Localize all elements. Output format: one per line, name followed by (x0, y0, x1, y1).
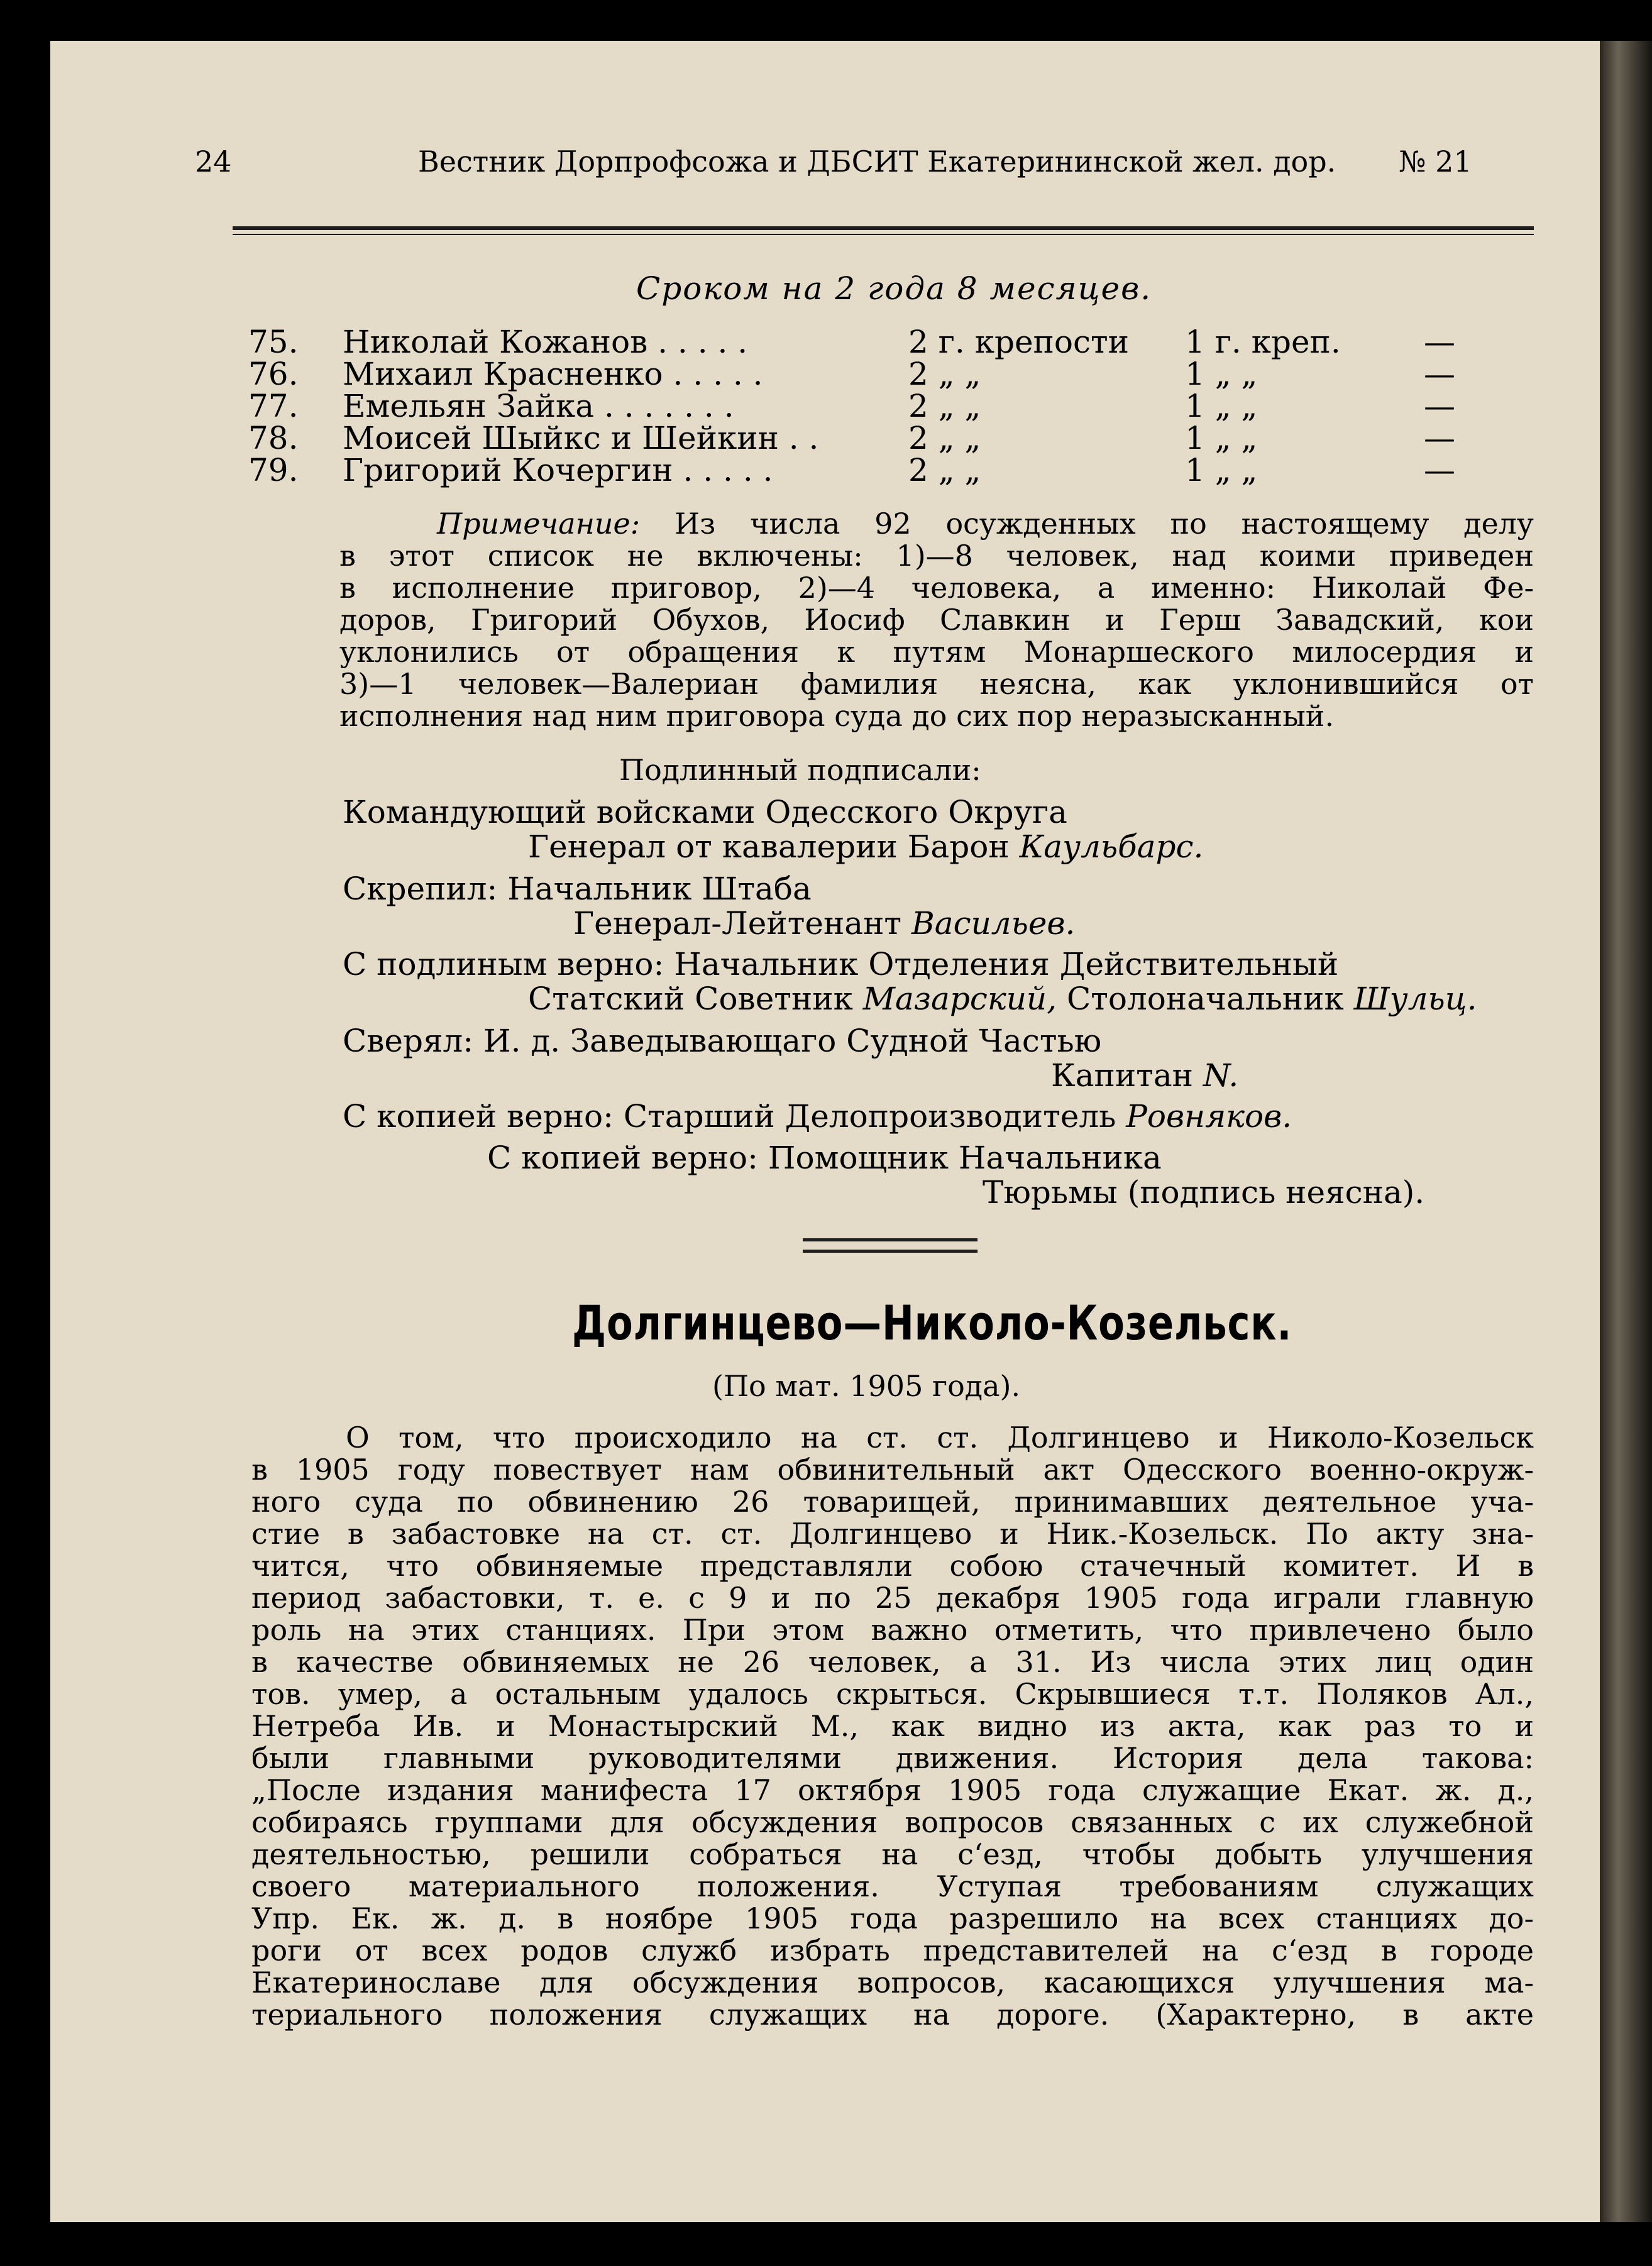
note-line: доров, Григорий Обухов, Иосиф Славкин и Герш Завадский, кои (339, 603, 1534, 637)
row-number: 78. (248, 420, 299, 456)
body-line: деятельностью, решили собраться на с‘езд, чтобы добыть улучшения (251, 1837, 1534, 1871)
row-name: Михаил Красненко . . . . . (343, 356, 763, 392)
row-term-reduced: 1 „ „ (1185, 420, 1258, 456)
header-rule-thick (233, 226, 1534, 230)
body-line: были главными руководителями движения. История дела такова: (251, 1741, 1534, 1775)
row-dash: — (1424, 356, 1455, 392)
row-term: 2 „ „ (908, 388, 981, 424)
row-name: Емельян Зайка . . . . . . . (343, 388, 734, 424)
signature-line: Командующий войсками Одесского Округа (343, 794, 1067, 830)
body-line: в качестве обвиняемых не 26 человек, а 31. Из числа этих лиц один (251, 1645, 1534, 1679)
row-dash: — (1424, 420, 1455, 456)
body-line: роги от всех родов служб избрать представителей на с‘езд в городе (251, 1933, 1534, 1967)
signer-name: N. (1203, 1057, 1239, 1094)
row-dash: — (1424, 388, 1455, 424)
article-subtitle: (По мат. 1905 года). (712, 1369, 1021, 1403)
note-line: 3)—1 человек—Валериан фамилия неясна, как уклонившийся от (339, 667, 1534, 701)
row-term-reduced: 1 „ „ (1185, 388, 1258, 424)
body-line: Упр. Ек. ж. д. в ноябре 1905 года разрешило на всех станциях до- (251, 1901, 1534, 1935)
note-label: Примечание: (437, 507, 641, 541)
note-line: Примечание: Из числа 92 осужденных по настоящему делу (437, 507, 1534, 541)
signature-line: Сверял: И. д. Заведывающаго Судной Частью (343, 1023, 1102, 1059)
row-number: 75. (248, 324, 299, 360)
row-term: 2 „ „ (908, 420, 981, 456)
note-line: уклонились от обращения к путям Монаршеского милосердия и (339, 635, 1534, 669)
page-number: 24 (195, 145, 232, 179)
row-number: 77. (248, 388, 299, 424)
body-line: тов. умер, а остальным удалось скрыться. Скрывшиеся т.т. Поляков Ал., (251, 1677, 1534, 1711)
body-line: стие в забастовке на ст. ст. Долгинцево и Ник.-Козельск. По акту зна- (251, 1517, 1534, 1551)
body-line: собираясь группами для обсуждения вопросов связанных с их служебной (251, 1805, 1534, 1839)
article-title: Долгинцево—Николо-Козельск. (572, 1295, 1292, 1351)
body-line: „После издания манифеста 17 октября 1905 года служащие Екат. ж. д., (251, 1773, 1534, 1807)
row-name: Моисей Шыйкс и Шейкин . . (343, 420, 819, 456)
body-line: Екатеринославе для обсуждения вопросов, касающихся улучшения ма- (251, 1966, 1534, 1999)
body-line: ного суда по обвинению 26 товарищей, принимавших деятельное уча- (251, 1485, 1534, 1519)
signature-line: Капитан N. (1051, 1057, 1239, 1094)
signer-name: Васильев. (911, 905, 1076, 942)
row-term: 2 „ „ (908, 452, 981, 488)
signed-heading: Подлинный подписали: (619, 753, 981, 787)
signer-name: Шульц. (1353, 981, 1477, 1017)
body-line: териального положения служащих на дороге. (Характерно, в акте (251, 1998, 1534, 2032)
section-divider (803, 1250, 977, 1253)
sentence-list (248, 324, 1506, 493)
row-number: 79. (248, 452, 299, 488)
row-name: Григорий Кочергин . . . . . (343, 452, 773, 488)
header-rule-thin (233, 234, 1534, 235)
note-line: исполнения над ним приговора суда до сих пор неразысканный. (339, 699, 1335, 733)
issue-number: № 21 (1399, 145, 1472, 179)
section-subtitle: Сроком на 2 года 8 месяцев. (636, 270, 1152, 307)
signer-name: Каульбарс. (1019, 828, 1204, 865)
section-divider (803, 1238, 977, 1241)
signer-name: Мазарский, (862, 981, 1057, 1017)
signer-name: Ровняков. (1126, 1098, 1292, 1135)
body-line: чится, что обвиняемые представляли собою стачечный комитет. И в (251, 1549, 1534, 1583)
row-term-reduced: 1 „ „ (1185, 356, 1258, 392)
signature-line: С копией верно: Помощник Начальника (487, 1140, 1162, 1176)
row-dash: — (1424, 324, 1455, 360)
row-dash: — (1424, 452, 1455, 488)
body-line: период забастовки, т. е. с 9 и по 25 декабря 1905 года играли главную (251, 1581, 1534, 1615)
signature-line: Генерал-Лейтенант Васильев. (573, 905, 1076, 942)
row-number: 76. (248, 356, 299, 392)
body-line: Нетреба Ив. и Монастырский М., как видно из акта, как раз то и (251, 1709, 1534, 1743)
row-term: 2 „ „ (908, 356, 981, 392)
body-line: роль на этих станциях. При этом важно отметить, что привлечено было (251, 1613, 1534, 1647)
signature-line: С копией верно: Старший Делопроизводитель Ровняков. (343, 1098, 1292, 1135)
body-line: О том, что происходило на ст. ст. Долгинцево и Николо-Козельск (346, 1421, 1534, 1455)
row-term-reduced: 1 г. креп. (1185, 324, 1341, 360)
signature-line: Статский Советник Мазарский, Столоначальник Шульц. (528, 981, 1477, 1017)
row-name: Николай Кожанов . . . . . (343, 324, 748, 360)
note-line: в этот список не включены: 1)—8 человек, над коими приведен (339, 539, 1534, 573)
running-header (195, 145, 1540, 189)
row-term: 2 г. крепости (908, 324, 1129, 360)
body-line: своего материального положения. Уступая требованиям служащих (251, 1869, 1534, 1903)
body-line: в 1905 году повествует нам обвинительный акт Одесского военно-окруж- (251, 1453, 1534, 1487)
row-term-reduced: 1 „ „ (1185, 452, 1258, 488)
signature-line: Тюрьмы (подпись неясна). (983, 1174, 1425, 1211)
signature-line: Скрепил: Начальник Штаба (343, 871, 812, 907)
signature-line: Генерал от кавалерии Барон Каульбарс. (528, 828, 1204, 865)
journal-title: Вестник Дорпрофсожа и ДБСИТ Екатерининской жел. дор. (418, 145, 1336, 179)
note-line: в исполнение приговор, 2)—4 человека, а именно: Николай Фе- (339, 571, 1534, 605)
book-binding-edge (1600, 41, 1652, 2222)
signature-line: С подлиным верно: Начальник Отделения Действительный (343, 946, 1339, 982)
